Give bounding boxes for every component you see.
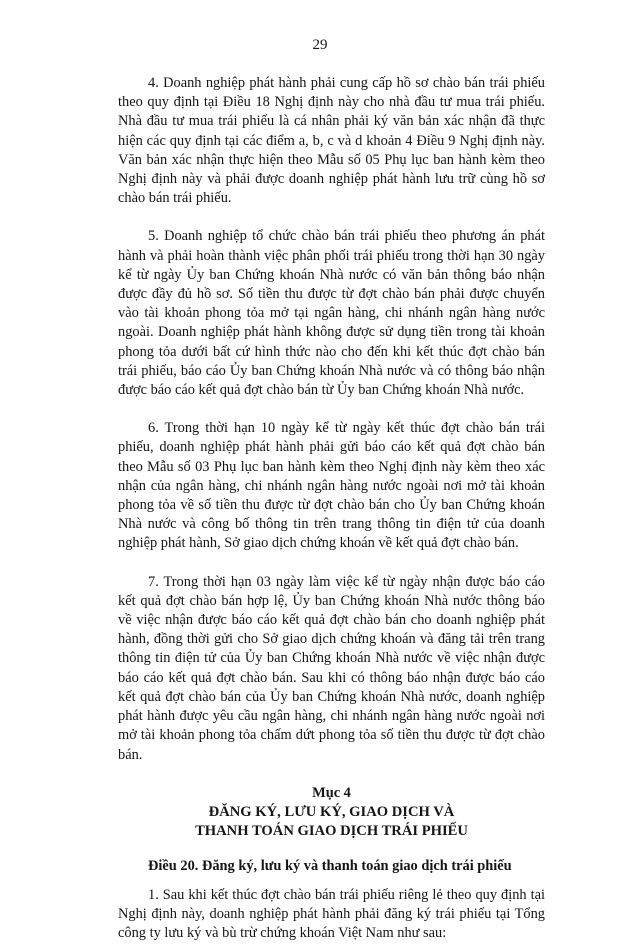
paragraph-clause-6: 6. Trong thời hạn 10 ngày kể từ ngày kết thúc đợt chào bán trái phiếu, doanh nghiệp phát hành phải gửi báo cáo kết quả đợt chào bán theo Mẫu số 03 Phụ lục ban hành kèm theo Nghị định này kèm theo xác nhận của ngân hàng, chi nhánh ngân hàng nước ngoài nơi mở tài khoản phong tỏa về số tiền thu được từ đợt chào bán cho Ủy ban Chứng khoán Nhà nước và công bố thông tin trên trang thông tin điện tử của doanh nghiệp phát hành, Sở giao dịch chứng khoán về kết quả đợt chào bán. bbox=[118, 420, 545, 552]
section-heading bbox=[118, 784, 545, 841]
paragraph-clause-7: 7. Trong thời hạn 03 ngày làm việc kể từ ngày nhận được báo cáo kết quả đợt chào bán hợp lệ, Ủy ban Chứng khoán Nhà nước thông báo về việc nhận được báo cáo kết quả đợt chào bán cho doanh nghiệp phát hành, đồng thời gửi cho Sở giao dịch chứng khoán và đăng tải trên trang thông tin điện tử của Ủy ban Chứng khoán Nhà nước về việc nhận được báo cáo kết quả đợt chào bán. Sau khi có thông báo nhận được báo cáo kết quả đợt chào bán của Ủy ban Chứng khoán Nhà nước, doanh nghiệp phát hành được yêu cầu ngân hàng, chi nhánh ngân hàng nước ngoài nơi mở tài khoản phong tỏa chấm dứt phong tỏa số tiền thu được từ đợt chào bán. bbox=[118, 573, 545, 763]
document-body bbox=[118, 74, 545, 944]
section-label: Mục 4 bbox=[312, 784, 351, 801]
article-heading: Điều 20. Đăng ký, lưu ký và thanh toán giao dịch trái phiếu bbox=[148, 857, 512, 874]
section-title-line-2: THANH TOÁN GIAO DỊCH TRÁI PHIẾU bbox=[195, 822, 468, 839]
paragraph-clause-4: 4. Doanh nghiệp phát hành phải cung cấp hồ sơ chào bán trái phiếu theo quy định tại Điều 18 Nghị định này cho nhà đầu tư mua trái phiếu. Nhà đầu tư mua trái phiếu là cá nhân phải ký văn bản xác nhận đã thực hiện các quy định tại các điểm a, b, c và d khoản 4 Điều 9 Nghị định này. Văn bản xác nhận thực hiện theo Mẫu số 05 Phụ lục ban hành kèm theo Nghị định này và phải được doanh nghiệp phát hành lưu trữ cùng hồ sơ chào bán trái phiếu. bbox=[118, 75, 545, 207]
section-title-line-1: ĐĂNG KÝ, LƯU KÝ, GIAO DỊCH VÀ bbox=[208, 803, 455, 820]
page-number: 29 bbox=[312, 37, 328, 53]
paragraph-clause-5: 5. Doanh nghiệp tổ chức chào bán trái phiếu theo phương án phát hành và phải hoàn thành việc phân phối trái phiếu trong thời hạn 30 ngày kể từ ngày Ủy ban Chứng khoán Nhà nước có văn bản thông báo nhận được đầy đủ hồ sơ. Số tiền thu được từ đợt chào bán phải được chuyển vào tài khoản phong tỏa mở tại ngân hàng, chi nhánh ngân hàng nước ngoài. Doanh nghiệp phát hành không được sử dụng tiền trong tài khoản phong tỏa dưới bất cứ hình thức nào cho đến khi kết thúc đợt chào bán trái phiếu, báo cáo Ủy ban Chứng khoán Nhà nước và có thông báo nhận được báo cáo kết quả đợt chào bán từ Ủy ban Chứng khoán Nhà nước. bbox=[118, 228, 545, 399]
article-paragraph-1: 1. Sau khi kết thúc đợt chào bán trái phiếu riêng lẻ theo quy định tại Nghị định này, doanh nghiệp phát hành phải đăng ký trái phiếu tại Tổng công ty lưu ký và bù trừ chứng khoán Việt Nam như sau: bbox=[118, 886, 545, 942]
